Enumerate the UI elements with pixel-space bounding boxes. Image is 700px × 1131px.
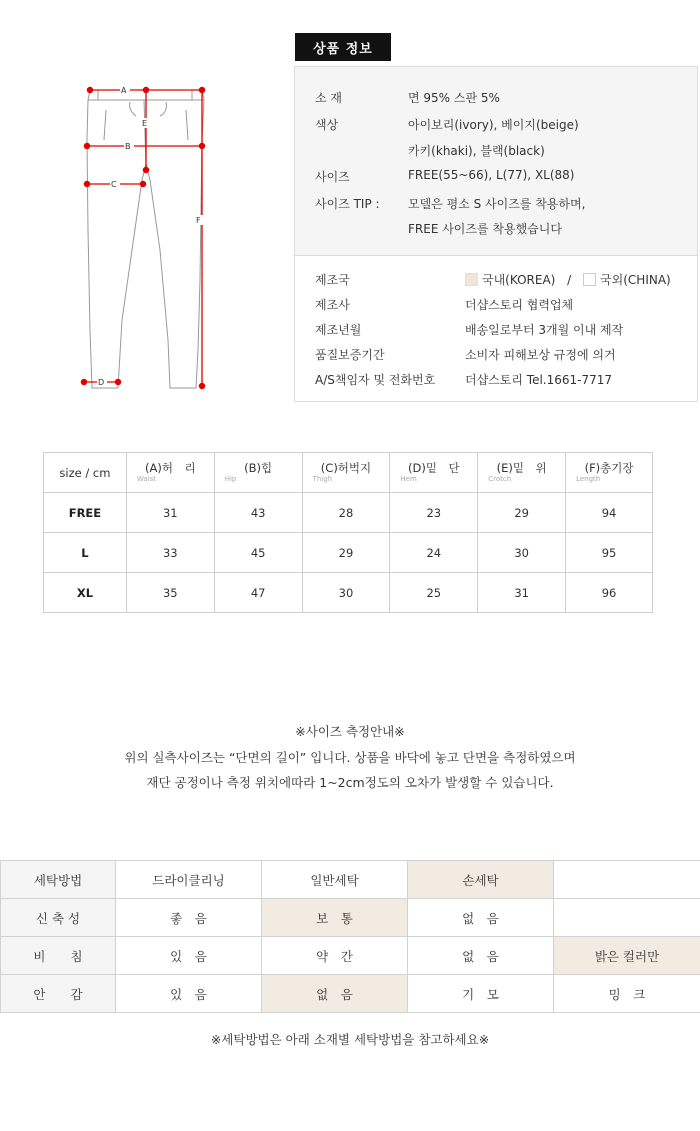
table-row [1, 899, 700, 937]
size-value: FREE(55~66), L(77), XL(88) [408, 168, 575, 182]
care-label-lining: 안 감 [1, 975, 116, 1013]
size-cell: 43 [214, 493, 302, 533]
size-cell: 47 [214, 573, 302, 613]
product-info-title: 상품 정보 [295, 33, 391, 61]
table-row [44, 493, 653, 533]
care-label-stretch: 신 축 성 [1, 899, 116, 937]
color-value-2: 카키(khaki), 블랙(black) [408, 144, 545, 158]
china-checkbox [583, 273, 596, 286]
care-cell [554, 861, 700, 899]
label-d: D [98, 378, 105, 387]
size-notice-line-2: 재단 공정이나 측정 위치에따라 1~2cm정도의 오차가 발생할 수 있습니다. [146, 775, 554, 790]
care-cell: 있 음 [116, 937, 262, 975]
care-cell: 없 음 [408, 937, 554, 975]
size-label: 사이즈 [315, 170, 350, 184]
care-cell [554, 899, 700, 937]
maker-value: 더샵스토리 협력업체 [465, 298, 574, 312]
origin-value [465, 271, 671, 288]
header-length: (F)총기장 Length [566, 453, 653, 493]
size-cell: 24 [390, 533, 478, 573]
label-a: A [121, 86, 127, 95]
table-row [1, 861, 700, 899]
size-cell: 29 [302, 533, 390, 573]
as-contact-value: 더샵스토리 Tel.1661-7717 [465, 373, 613, 387]
warranty-label: 품질보증기간 [315, 348, 385, 362]
size-cell: 25 [390, 573, 478, 613]
label-b: B [125, 142, 131, 151]
care-cell-selected: 없 음 [262, 975, 408, 1013]
header-hem: (D)밑 단 Hem [390, 453, 478, 493]
care-cell-selected: 밝은 컬러만 [554, 937, 700, 975]
care-cell: 없 음 [408, 899, 554, 937]
color-label: 색상 [315, 118, 339, 132]
color-value-1: 아이보리(ivory), 베이지(beige) [408, 118, 579, 132]
care-cell-selected: 보 통 [262, 899, 408, 937]
care-label-washing: 세탁방법 [1, 861, 116, 899]
origin-korea: 국내(KOREA) [482, 273, 556, 287]
origin-china: 국외(CHINA) [600, 273, 671, 287]
maker-label: 제조사 [315, 298, 350, 312]
marker-a-left [87, 87, 92, 92]
care-cell: 드라이클리닝 [116, 861, 262, 899]
care-cell: 있 음 [116, 975, 262, 1013]
size-cell: 35 [126, 573, 214, 613]
size-cell: 31 [478, 573, 566, 613]
care-cell: 밍 크 [554, 975, 700, 1013]
size-cell: 94 [566, 493, 653, 533]
korea-checkbox [465, 273, 478, 286]
header-waist: (A)허 리 Waist [126, 453, 214, 493]
table-row [1, 937, 700, 975]
pants-measurement-diagram [70, 80, 220, 400]
size-cell: 45 [214, 533, 302, 573]
care-table [0, 860, 700, 1013]
size-tip-value-2: FREE 사이즈를 착용했습니다 [408, 222, 562, 236]
manufacture-date-label: 제조년월 [315, 323, 362, 337]
as-contact-label: A/S책임자 및 전화번호 [315, 373, 436, 387]
size-name: XL [44, 573, 127, 613]
product-info-box [294, 66, 698, 256]
header-hip: (B)힙 Hip [214, 453, 302, 493]
size-table-corner: size / cm [44, 453, 127, 493]
size-cell: 30 [302, 573, 390, 613]
care-cell: 기 모 [408, 975, 554, 1013]
size-cell: 30 [478, 533, 566, 573]
label-e: E [142, 119, 148, 128]
table-row [44, 573, 653, 613]
size-tip-label: 사이즈 TIP : [315, 197, 380, 211]
material-label: 소 재 [315, 91, 342, 105]
size-cell: 33 [126, 533, 214, 573]
header-crotch: (E)밑 위 Crotch [478, 453, 566, 493]
manufacture-date-value: 배송일로부터 3개월 이내 제작 [465, 323, 624, 337]
origin-separator: / [567, 273, 572, 287]
size-tip-value-1: 모델은 평소 S 사이즈를 착용하며, [408, 197, 586, 211]
size-cell: 29 [478, 493, 566, 533]
table-row [44, 533, 653, 573]
size-notice-line-1: 위의 실측사이즈는 “단면의 길이” 입니다. 상품을 바닥에 놓고 단면을 측정하였으며 [124, 750, 576, 765]
size-notice-title: ※사이즈 측정안내※ [295, 724, 405, 739]
header-thigh: (C)허벅지 Thigh [302, 453, 390, 493]
care-footer-note: ※세탁방법은 아래 소재별 세탁방법을 참고하세요※ [210, 1032, 490, 1047]
label-c: C [111, 180, 117, 189]
size-cell: 95 [566, 533, 653, 573]
size-table-header [44, 453, 653, 493]
size-table [43, 452, 653, 613]
size-name: FREE [44, 493, 127, 533]
origin-label: 제조국 [315, 273, 350, 287]
size-cell: 96 [566, 573, 653, 613]
size-name: L [44, 533, 127, 573]
care-cell-selected: 손세탁 [408, 861, 554, 899]
manufacturer-info-box [294, 256, 698, 402]
size-cell: 23 [390, 493, 478, 533]
warranty-value: 소비자 피해보상 규정에 의거 [465, 348, 616, 362]
table-row [1, 975, 700, 1013]
care-cell: 약 간 [262, 937, 408, 975]
care-label-sheerness: 비 침 [1, 937, 116, 975]
size-cell: 31 [126, 493, 214, 533]
care-cell: 좋 음 [116, 899, 262, 937]
size-cell: 28 [302, 493, 390, 533]
label-f: F [196, 216, 201, 225]
material-value: 면 95% 스판 5% [408, 91, 500, 105]
care-cell: 일반세탁 [262, 861, 408, 899]
